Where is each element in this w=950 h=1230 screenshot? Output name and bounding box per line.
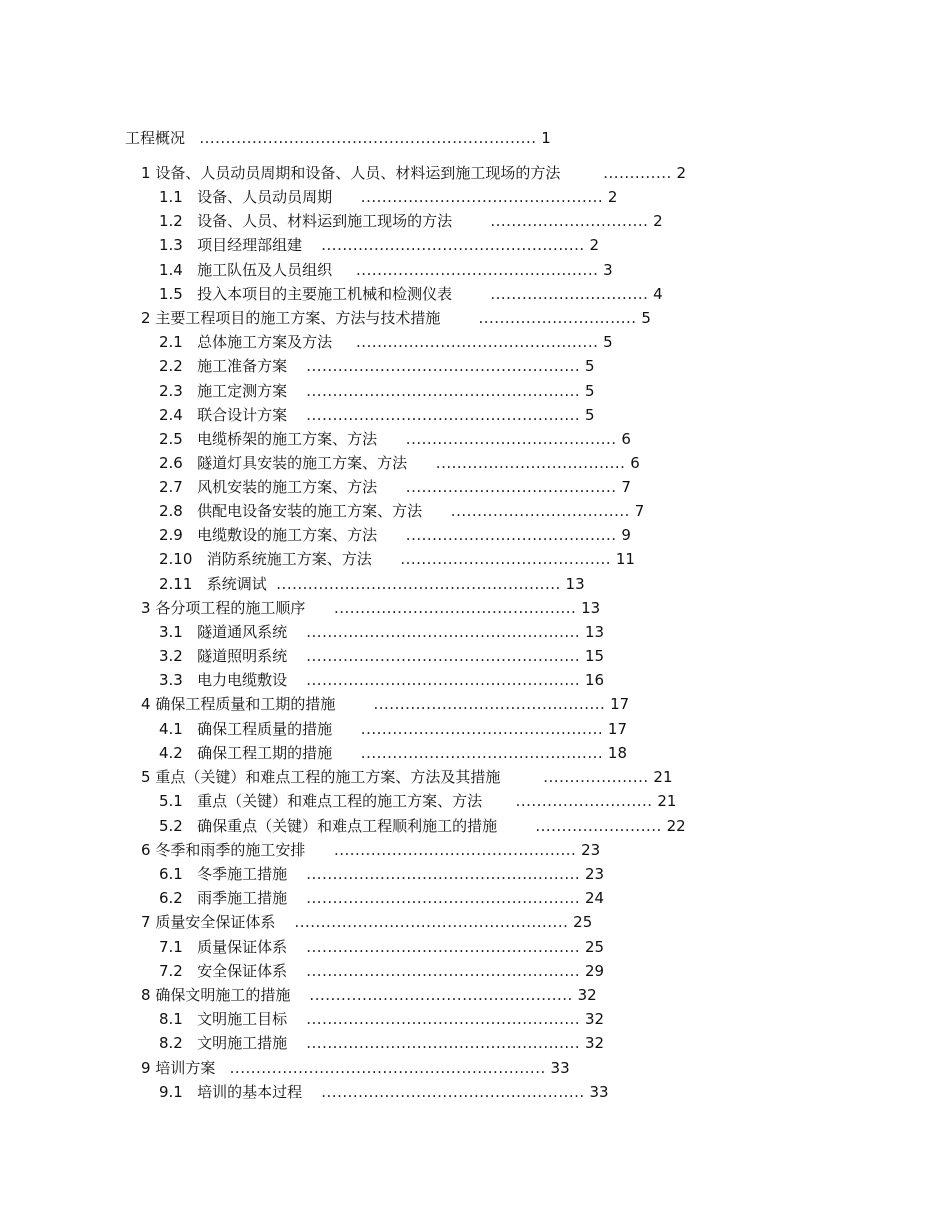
toc-entry-title: 培训方案 xyxy=(155,1059,216,1077)
toc-leader-dots: .................................................... xyxy=(306,406,581,424)
toc-entry[interactable] xyxy=(159,815,686,837)
toc-leader-dots: .................................................. xyxy=(321,1083,585,1101)
toc-entry-page: 5 xyxy=(585,382,595,400)
toc-entry-page: 13 xyxy=(565,575,585,593)
toc-entry-page: 33 xyxy=(550,1059,570,1077)
toc-entry-number: 1 xyxy=(141,164,151,182)
toc-entry-title: 项目经理部组建 xyxy=(197,236,303,254)
toc-entry[interactable] xyxy=(141,1057,570,1079)
toc-entry-number: 5.1 xyxy=(159,792,183,810)
toc-entry-page: 2 xyxy=(589,236,599,254)
toc-entry[interactable] xyxy=(159,524,631,546)
toc-entry[interactable] xyxy=(159,669,604,691)
toc-leader-dots: .............................. xyxy=(478,309,637,327)
toc-entry-number: 1.3 xyxy=(159,236,183,254)
toc-entry-title: 风机安装的施工方案、方法 xyxy=(197,478,378,496)
toc-entry-title: 系统调试 xyxy=(206,575,267,593)
toc-entry[interactable] xyxy=(159,186,617,208)
toc-entry-title: 文明施工目标 xyxy=(197,1010,288,1028)
toc-entry-title: 隧道通风系统 xyxy=(197,623,288,641)
toc-entry-page: 6 xyxy=(630,454,640,472)
toc-entry-title: 培训的基本过程 xyxy=(197,1083,303,1101)
toc-entry-page: 2 xyxy=(676,164,687,182)
toc-entry-number: 2.5 xyxy=(159,430,183,448)
toc-entry-page: 7 xyxy=(634,502,645,520)
toc-entry[interactable] xyxy=(159,234,599,256)
toc-entry-title: 隧道灯具安装的施工方案、方法 xyxy=(197,454,408,472)
toc-entry-title: 总体施工方案及方法 xyxy=(197,333,333,351)
toc-entry-number: 8.1 xyxy=(159,1010,183,1028)
toc-entry-number: 2.3 xyxy=(159,382,183,400)
toc-entry-title: 确保工程质量的措施 xyxy=(197,720,333,738)
toc-entry-page: 13 xyxy=(585,623,605,641)
toc-entry-page: 15 xyxy=(585,647,605,665)
toc-entry-number: 1.4 xyxy=(159,261,183,279)
toc-entry-number: 4.2 xyxy=(159,744,183,762)
toc-entry[interactable] xyxy=(141,162,686,184)
toc-entry-title: 重点（关键）和难点工程的施工方案、方法及其措施 xyxy=(155,768,501,786)
toc-leader-dots: .............................................. xyxy=(360,188,604,206)
toc-leader-dots: .............................. xyxy=(490,212,649,230)
toc-entry[interactable] xyxy=(159,1081,609,1103)
toc-entry-page: 5 xyxy=(641,309,651,327)
toc-entry[interactable] xyxy=(159,548,635,570)
toc-entry-number: 3.2 xyxy=(159,647,183,665)
toc-entry-number: 2.8 xyxy=(159,502,183,520)
toc-entry[interactable] xyxy=(159,331,613,353)
toc-entry[interactable] xyxy=(125,127,551,149)
toc-entry-title: 电力电缆敷设 xyxy=(197,671,288,689)
toc-entry-title: 主要工程项目的施工方案、方法与技术措施 xyxy=(155,309,441,327)
toc-entry-number: 2.6 xyxy=(159,454,183,472)
toc-leader-dots: .............................. xyxy=(490,285,649,303)
toc-entry-title: 重点（关键）和难点工程的施工方案、方法 xyxy=(197,792,483,810)
toc-entry-number: 3.1 xyxy=(159,623,183,641)
toc-entry-page: 13 xyxy=(581,599,601,617)
toc-entry-title: 隧道照明系统 xyxy=(197,647,288,665)
toc-entry-page: 2 xyxy=(607,188,618,206)
toc-entry[interactable] xyxy=(159,960,604,982)
toc-entry-number: 2 xyxy=(141,309,151,327)
toc-entry-page: 1 xyxy=(541,129,551,147)
toc-entry-number: 1.2 xyxy=(159,212,183,230)
toc-entry-page: 23 xyxy=(585,865,605,883)
toc-entry[interactable] xyxy=(159,863,604,885)
toc-entry-page: 11 xyxy=(615,550,635,568)
toc-entry-page: 25 xyxy=(573,913,593,931)
toc-entry[interactable] xyxy=(141,693,629,715)
toc-entry-page: 25 xyxy=(585,938,605,956)
toc-leader-dots: .................................................... xyxy=(306,1034,581,1052)
toc-entry-page: 5 xyxy=(603,333,613,351)
toc-entry[interactable] xyxy=(141,984,597,1006)
toc-leader-dots: .................................................. xyxy=(321,236,585,254)
toc-entry-title: 冬季和雨季的施工安排 xyxy=(155,841,306,859)
toc-entry[interactable] xyxy=(159,380,595,402)
toc-entry-title: 确保文明施工的措施 xyxy=(155,986,291,1004)
toc-entry[interactable] xyxy=(159,210,663,232)
toc-entry-title: 联合设计方案 xyxy=(197,406,288,424)
toc-entry-page: 24 xyxy=(585,889,605,907)
toc-entry[interactable] xyxy=(141,307,651,329)
toc-entry-title: 投入本项目的主要施工机械和检测仪表 xyxy=(197,285,453,303)
toc-entry-number: 6.2 xyxy=(159,889,183,907)
toc-leader-dots: .............................................. xyxy=(333,841,577,859)
toc-entry-title: 施工准备方案 xyxy=(197,357,288,375)
toc-leader-dots: .......................... xyxy=(515,792,653,810)
toc-leader-dots: ........................ xyxy=(535,817,662,835)
toc-entry-page: 21 xyxy=(653,768,673,786)
toc-entry[interactable] xyxy=(159,573,585,595)
toc-leader-dots: .................................... xyxy=(435,454,626,472)
toc-entry-number: 2.10 xyxy=(159,550,193,568)
toc-entry[interactable] xyxy=(159,645,604,667)
toc-entry[interactable] xyxy=(159,1008,604,1030)
toc-entry-number: 3.3 xyxy=(159,671,183,689)
toc-entry-title: 设备、人员动员周期 xyxy=(197,188,333,206)
toc-entry[interactable] xyxy=(159,476,631,498)
toc-entry-title: 安全保证体系 xyxy=(197,962,288,980)
toc-entry[interactable] xyxy=(159,283,663,305)
toc-entry[interactable] xyxy=(159,718,627,740)
toc-entry[interactable] xyxy=(141,839,600,861)
toc-leader-dots: .............................................. xyxy=(333,599,577,617)
toc-leader-dots: .................... xyxy=(543,768,649,786)
toc-entry-number: 4.1 xyxy=(159,720,183,738)
toc-entry-title: 文明施工措施 xyxy=(197,1034,288,1052)
toc-entry-number: 2.4 xyxy=(159,406,183,424)
toc-entry-page: 16 xyxy=(585,671,605,689)
toc-entry-title: 确保重点（关键）和难点工程顺利施工的措施 xyxy=(197,817,498,835)
toc-entry-number: 5 xyxy=(141,768,151,786)
toc-leader-dots: ................................................................ xyxy=(199,129,537,147)
toc-entry-title: 消防系统施工方案、方法 xyxy=(206,550,372,568)
toc-entry-number: 9.1 xyxy=(159,1083,183,1101)
toc-entry[interactable] xyxy=(159,1032,604,1054)
toc-leader-dots: ...................................................... xyxy=(276,575,561,593)
toc-entry-number: 5.2 xyxy=(159,817,183,835)
toc-entry-number: 8 xyxy=(141,986,151,1004)
toc-entry-title: 施工队伍及人员组织 xyxy=(197,261,333,279)
toc-leader-dots: .................................................... xyxy=(306,962,581,980)
toc-entry-title: 供配电设备安装的施工方案、方法 xyxy=(197,502,423,520)
toc-entry-number: 2.7 xyxy=(159,478,183,496)
toc-leader-dots: .................................. xyxy=(450,502,630,520)
toc-leader-dots: .............................................. xyxy=(356,261,599,279)
toc-entry[interactable] xyxy=(159,428,631,450)
toc-leader-dots: .................................................... xyxy=(294,913,569,931)
toc-entry-page: 18 xyxy=(607,744,628,762)
toc-entry-title: 设备、人员动员周期和设备、人员、材料运到施工现场的方法 xyxy=(155,164,561,182)
toc-entry-title: 确保工程质量和工期的措施 xyxy=(155,695,336,713)
toc-entry[interactable] xyxy=(159,259,613,281)
toc-leader-dots: ........................................ xyxy=(405,430,617,448)
toc-entry-title: 施工定测方案 xyxy=(197,382,288,400)
toc-entry[interactable] xyxy=(159,742,627,764)
toc-leader-dots: .................................................... xyxy=(306,647,581,665)
toc-entry-page: 3 xyxy=(603,261,613,279)
toc-leader-dots: .................................................... xyxy=(306,357,581,375)
toc-entry-number: 2.1 xyxy=(159,333,183,351)
toc-entry-number: 7.1 xyxy=(159,938,183,956)
toc-entry-number: 4 xyxy=(141,695,151,713)
toc-entry-title: 设备、人员、材料运到施工现场的方法 xyxy=(197,212,453,230)
toc-entry-page: 17 xyxy=(607,720,628,738)
toc-entry-number: 7.2 xyxy=(159,962,183,980)
toc-entry[interactable] xyxy=(159,355,595,377)
toc-leader-dots: .............................................. xyxy=(360,744,604,762)
toc-leader-dots: .................................................... xyxy=(306,938,581,956)
toc-entry-title: 工程概况 xyxy=(125,129,186,147)
toc-entry-title: 电缆敷设的施工方案、方法 xyxy=(197,526,378,544)
toc-entry[interactable] xyxy=(141,597,600,619)
toc-entry-page: 32 xyxy=(585,1010,605,1028)
toc-entry-page: 29 xyxy=(585,962,605,980)
toc-entry-number: 2.2 xyxy=(159,357,183,375)
toc-entry-page: 9 xyxy=(621,526,631,544)
toc-entry-number: 1.5 xyxy=(159,285,183,303)
toc-leader-dots: .................................................... xyxy=(306,865,581,883)
toc-entry-page: 7 xyxy=(621,478,631,496)
toc-entry[interactable] xyxy=(159,404,595,426)
toc-entry-number: 8.2 xyxy=(159,1034,183,1052)
toc-entry-number: 3 xyxy=(141,599,151,617)
toc-leader-dots: ........................................ xyxy=(405,526,617,544)
toc-entry-page: 5 xyxy=(585,406,595,424)
toc-entry-page: 33 xyxy=(589,1083,609,1101)
toc-entry-number: 6.1 xyxy=(159,865,183,883)
toc-leader-dots: .................................................... xyxy=(306,623,581,641)
toc-leader-dots: .................................................... xyxy=(306,1010,581,1028)
toc-entry-title: 各分项工程的施工顺序 xyxy=(155,599,306,617)
toc-entry[interactable] xyxy=(141,766,673,788)
toc-leader-dots: ............................................ xyxy=(373,695,606,713)
toc-leader-dots: .................................................... xyxy=(306,671,581,689)
toc-leader-dots: .................................................. xyxy=(309,986,573,1004)
toc-entry-number: 6 xyxy=(141,841,151,859)
toc-entry[interactable] xyxy=(159,936,604,958)
toc-entry-page: 17 xyxy=(610,695,630,713)
toc-entry-number: 1.1 xyxy=(159,188,183,206)
toc-entry-page: 5 xyxy=(585,357,595,375)
toc-entry-number: 7 xyxy=(141,913,151,931)
toc-entry-page: 23 xyxy=(581,841,601,859)
toc-entry[interactable] xyxy=(159,500,644,522)
toc-entry-number: 2.9 xyxy=(159,526,183,544)
toc-entry-title: 电缆桥架的施工方案、方法 xyxy=(197,430,378,448)
toc-entry-page: 32 xyxy=(577,986,597,1004)
toc-entry-page: 32 xyxy=(585,1034,605,1052)
toc-leader-dots: ............. xyxy=(603,164,672,182)
toc-leader-dots: .................................................... xyxy=(306,382,581,400)
toc-entry[interactable] xyxy=(141,911,592,933)
toc-entry[interactable] xyxy=(159,887,604,909)
toc-entry-title: 确保工程工期的措施 xyxy=(197,744,333,762)
toc-entry-number: 2.11 xyxy=(159,575,193,593)
toc-leader-dots: ............................................................ xyxy=(229,1059,546,1077)
toc-entry[interactable] xyxy=(159,790,676,812)
toc-entry-page: 21 xyxy=(657,792,677,810)
toc-leader-dots: ........................................ xyxy=(405,478,617,496)
toc-entry-page: 22 xyxy=(666,817,686,835)
toc-entry-number: 9 xyxy=(141,1059,151,1077)
toc-entry[interactable] xyxy=(159,621,604,643)
toc-entry-page: 6 xyxy=(621,430,631,448)
toc-entry-title: 质量保证体系 xyxy=(197,938,288,956)
toc-leader-dots: ........................................ xyxy=(400,550,612,568)
toc-entry-title: 冬季施工措施 xyxy=(197,865,288,883)
toc-leader-dots: .............................................. xyxy=(356,333,599,351)
toc-entry-title: 质量安全保证体系 xyxy=(155,913,276,931)
toc-entry[interactable] xyxy=(159,452,640,474)
toc-entry-page: 4 xyxy=(653,285,663,303)
toc-entry-page: 2 xyxy=(653,212,663,230)
toc-entry-title: 雨季施工措施 xyxy=(197,889,288,907)
toc-leader-dots: .................................................... xyxy=(306,889,581,907)
toc-leader-dots: .............................................. xyxy=(360,720,604,738)
